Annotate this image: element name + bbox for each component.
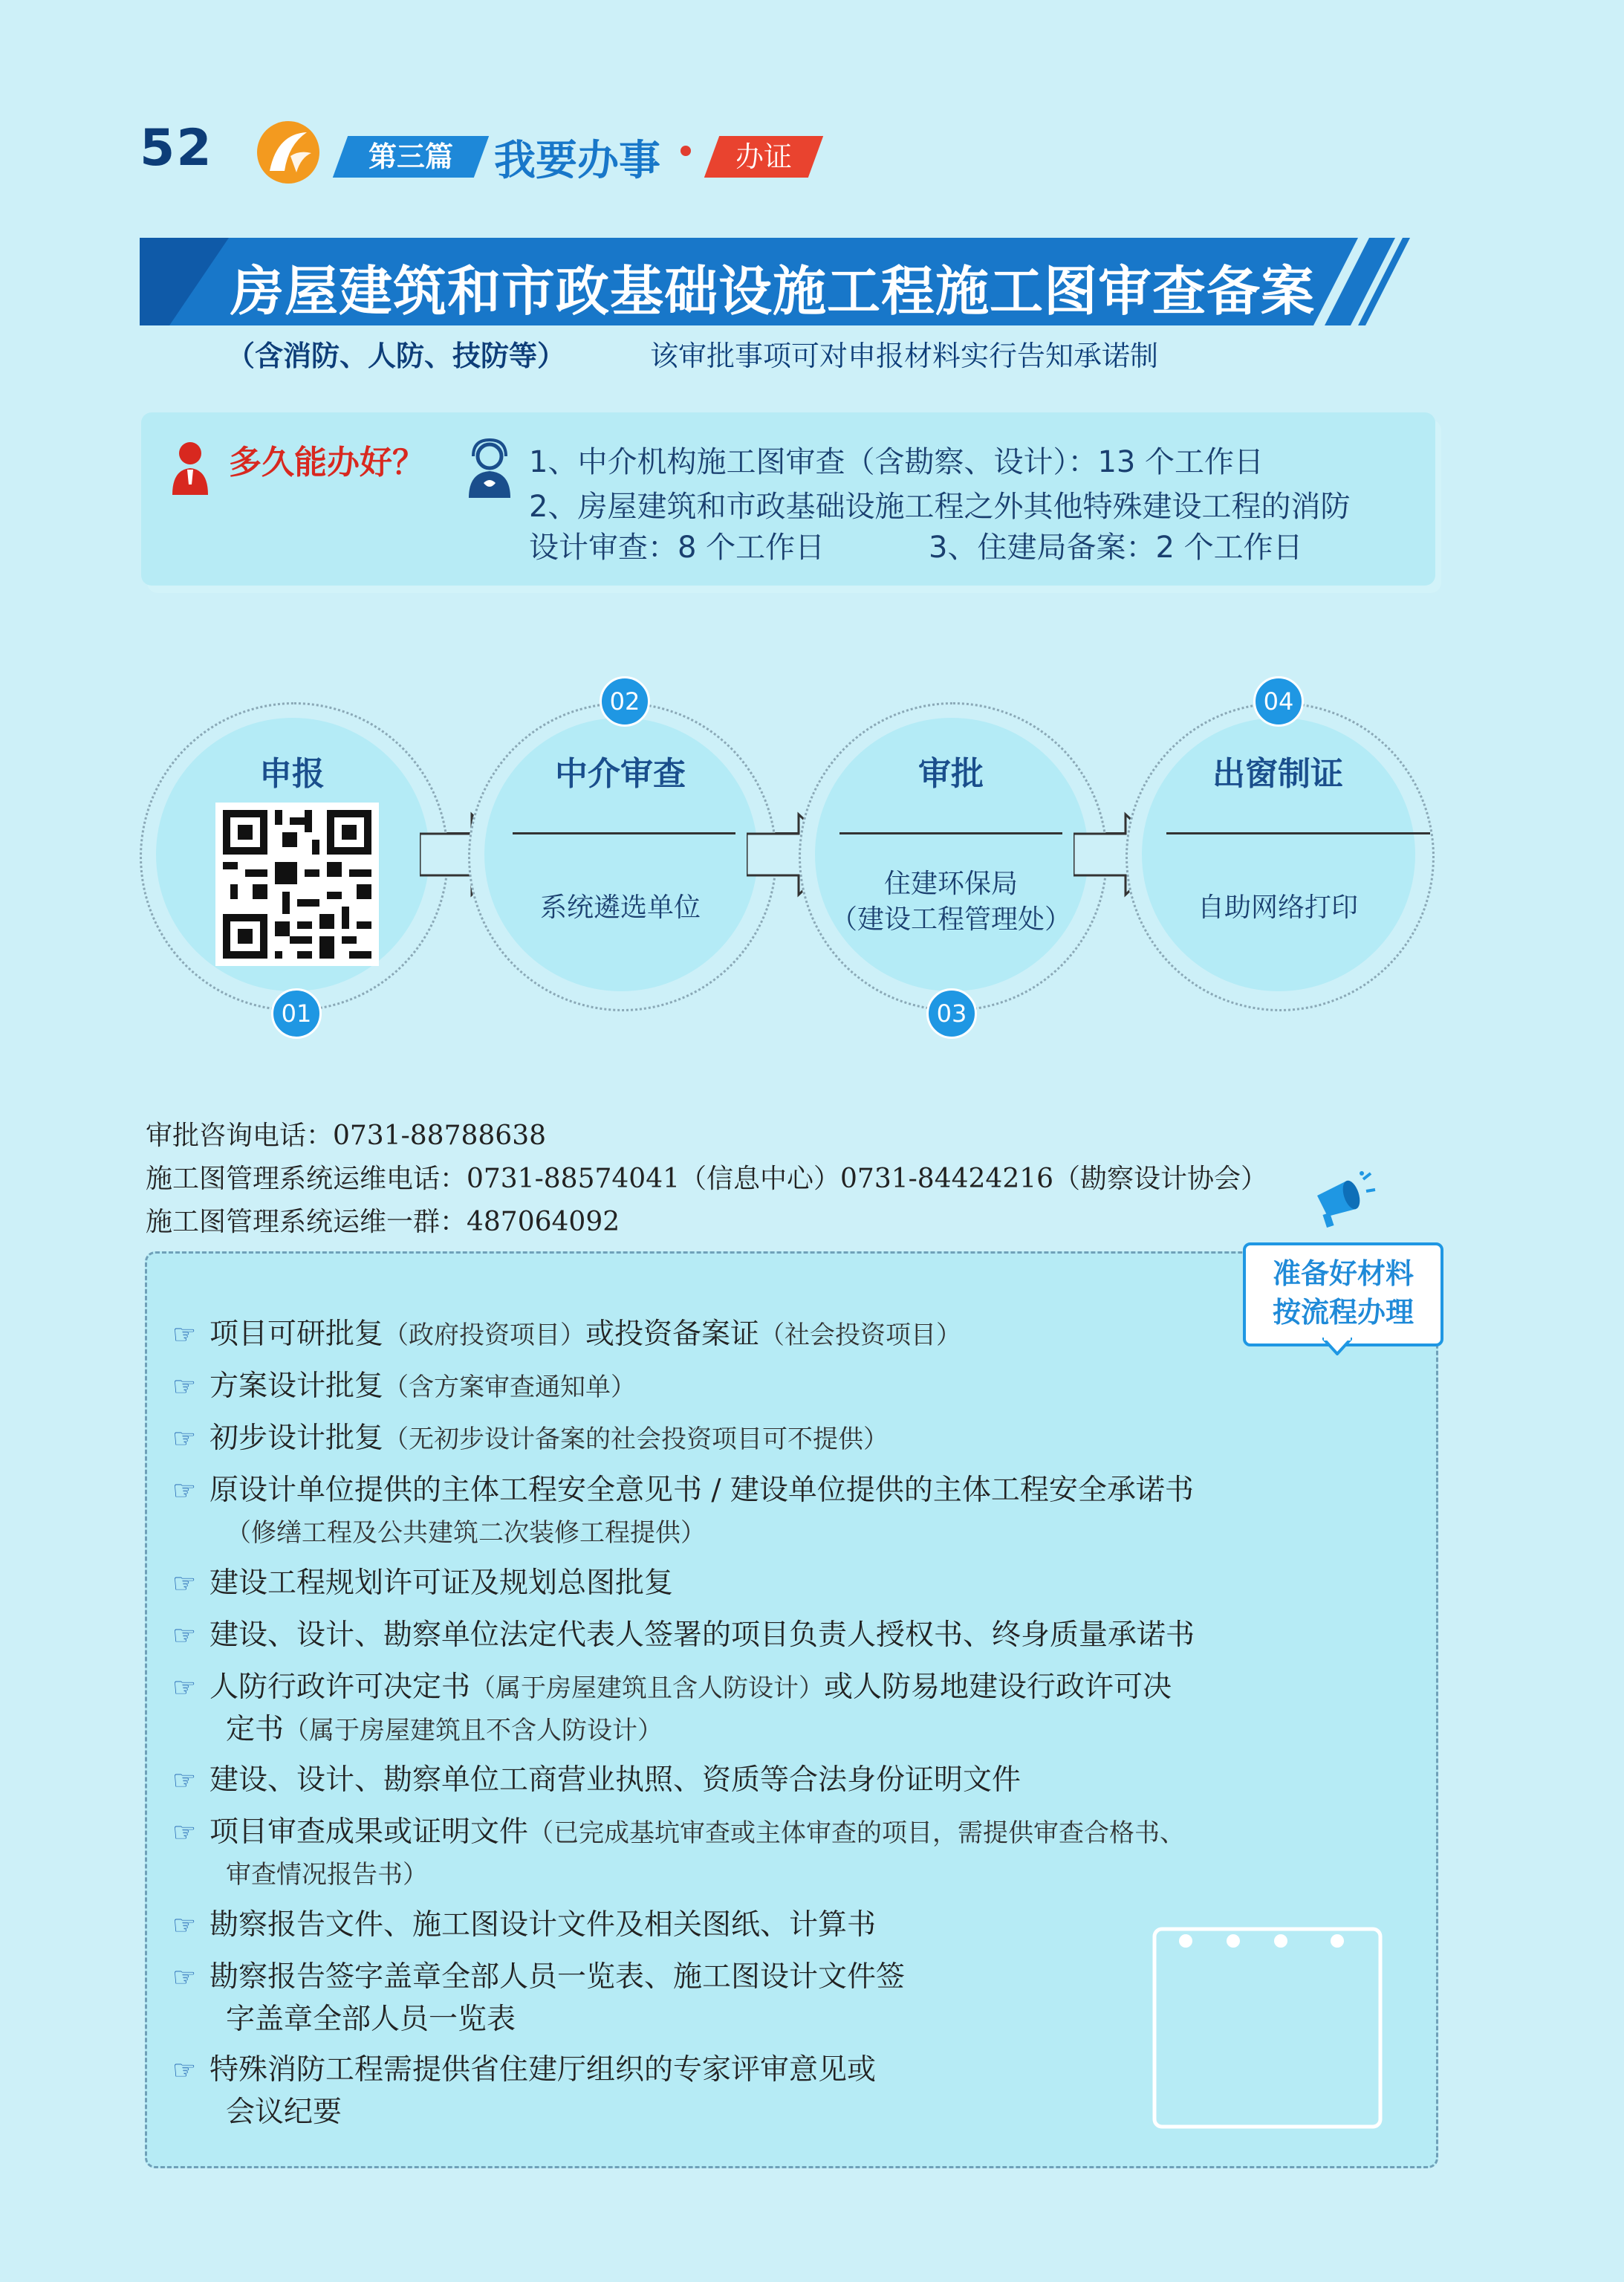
flow-step-3-desc: 住建环保局 (883, 869, 1018, 899)
list-item: ☞ 初步设计批复（无初步设计备案的社会投资项目可不提供） (172, 1418, 1420, 1460)
pointing-hand-icon: ☞ (172, 1476, 197, 1506)
part-tag: 第三篇 (333, 136, 489, 178)
pointing-hand-icon: ☞ (172, 1910, 197, 1941)
flow-step-3-number: 03 (926, 988, 977, 1039)
flow-connector-end (1166, 832, 1430, 834)
title-scope-note: （含消防、人防、技防等） (227, 340, 566, 372)
consult-phone: 审批咨询电话：0731-88788638 (146, 1121, 547, 1151)
time-item-2: 2、房屋建筑和市政基础设施工程之外其他特殊建设工程的消防 (529, 490, 1351, 524)
pointing-hand-icon: ☞ (172, 1372, 197, 1402)
flow-connector-mid (513, 832, 735, 834)
flow-connector-mid (839, 832, 1062, 834)
page-title: 房屋建筑和市政基础设施工程施工图审查备案 (230, 260, 1316, 322)
maintenance-group: 施工图管理系统运维一群：487064092 (146, 1207, 620, 1237)
flow-step-1-title: 申报 (259, 755, 325, 793)
flow-step-1-number: 01 (271, 988, 322, 1039)
pointing-hand-icon: ☞ (172, 1766, 197, 1796)
pointing-hand-icon: ☞ (172, 2055, 197, 2086)
person-icon (169, 438, 211, 495)
qr-code[interactable] (215, 803, 379, 966)
time-item-1: 1、中介机构施工图审查（含勘察、设计）：13 个工作日 (529, 445, 1264, 479)
badge-line-2: 按流程办理 (1272, 1296, 1414, 1329)
flow-step-4-desc: 自助网络打印 (1197, 892, 1358, 923)
pointing-hand-icon: ☞ (172, 1962, 197, 1993)
time-item-2-cont: 设计审查：8 个工作日 (529, 531, 825, 565)
flow-step-2-title: 中介审查 (555, 755, 686, 793)
list-item: ☞ 人防行政许可决定书（属于房屋建筑且含人防设计）或人防易地建设行政许可决 定书（属于房屋建筑且不含人防设计） (172, 1667, 1420, 1751)
list-item: ☞ 建设工程规划许可证及规划总图批复 (172, 1563, 1420, 1605)
subsection-tag: 办证 (704, 136, 823, 178)
list-item: ☞ 项目审查成果或证明文件（已完成基坑审查或主体审查的项目，需提供审查合格书、 审查情况报告书） (172, 1812, 1420, 1896)
separator-dot (681, 146, 691, 156)
pointing-hand-icon: ☞ (172, 1424, 197, 1454)
title-commitment-note: 该审批事项可对申报材料实行告知承诺制 (650, 340, 1159, 372)
flow-step-2-number: 02 (600, 676, 650, 727)
logo-icon (255, 119, 322, 186)
list-item: ☞ 建设、设计、勘察单位法定代表人签署的项目负责人授权书、终身质量承诺书 (172, 1615, 1420, 1657)
flow-step-4-title: 出窗制证 (1212, 755, 1343, 793)
pointing-hand-icon: ☞ (172, 1569, 197, 1599)
list-item: ☞ 方案设计批复（含方案审查通知单） (172, 1366, 1420, 1408)
page-number: 52 (140, 119, 213, 178)
list-item: ☞ 建设、设计、勘察单位工商营业执照、资质等合法身份证明文件 (172, 1760, 1420, 1802)
flow-step-3-title: 审批 (918, 755, 984, 793)
list-item: ☞ 原设计单位提供的主体工程安全意见书 / 建设单位提供的主体工程安全承诺书 （修缮工程及公共建筑二次装修工程提供） (172, 1470, 1420, 1554)
pointing-hand-icon: ☞ (172, 1320, 197, 1350)
badge-line-1: 准备好材料 (1272, 1257, 1414, 1290)
maintenance-phone: 施工图管理系统运维电话：0731-88574041（信息中心）0731-84424216（勘察设计协会） (146, 1164, 1268, 1194)
flow-step-2-desc: 系统遴选单位 (539, 892, 701, 923)
flow-step-3-desc-2: （建设工程管理处） (830, 904, 1071, 935)
section-title: 我要办事 (494, 137, 660, 185)
service-agent-icon (464, 438, 515, 498)
list-item: ☞ 勘察报告文件、施工图设计文件及相关图纸、计算书 (172, 1905, 1420, 1947)
processing-time-question: 多久能办好？ (229, 444, 425, 482)
pointing-hand-icon: ☞ (172, 1818, 197, 1848)
list-item: ☞ 项目可研批复（政府投资项目）或投资备案证（社会投资项目） (172, 1314, 1420, 1356)
pointing-hand-icon: ☞ (172, 1621, 197, 1651)
list-item: ☞ 勘察报告签字盖章全部人员一览表、施工图设计文件签 字盖章全部人员一览表 (172, 1957, 1420, 2040)
pointing-hand-icon: ☞ (172, 1673, 197, 1703)
flow-step-4-number: 04 (1253, 676, 1304, 727)
megaphone-icon (1310, 1170, 1377, 1230)
list-item: ☞ 特殊消防工程需提供省住建厅组织的专家评审意见或 会议纪要 (172, 2049, 1420, 2133)
time-item-3: 3、住建局备案：2 个工作日 (929, 531, 1303, 565)
